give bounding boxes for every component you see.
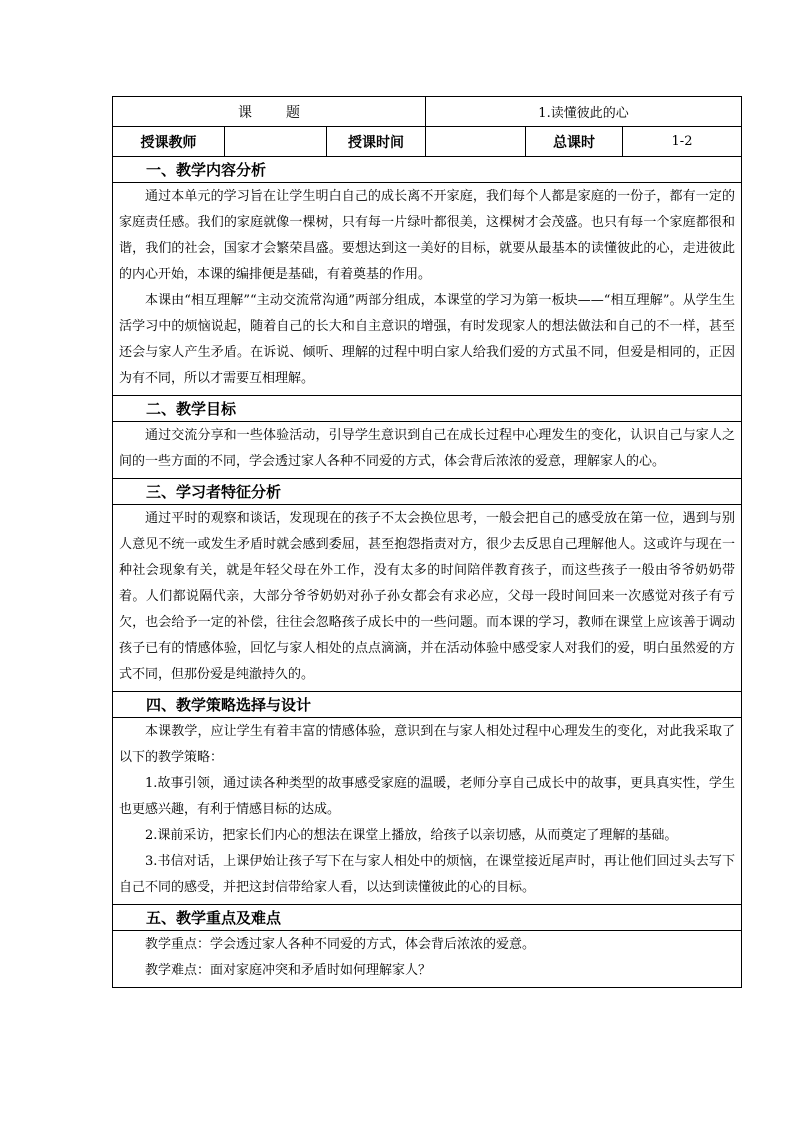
paragraph: 教学难点：面对家庭冲突和矛盾时如何理解家人？ xyxy=(145,963,432,978)
section-heading-row xyxy=(113,157,742,183)
section-body-row xyxy=(113,183,742,396)
paragraph: 本课由“相互理解”“主动交流常沟通”两部分组成，本课堂的学习为第一板块——“相互理解”。从学生生活学习中的烦恼说起，随着自己的长大和自主意识的增强，有时发现家人的想法做法和自己的不一样，甚至还会与家人产生矛盾。在诉说、倾听、理解的过程中明白家人给我们爱的方式虽不同，但爱是相同的，正因为有不同，所以才需要互相理解。 xyxy=(119,293,735,386)
course-label-b: 题 xyxy=(286,104,300,121)
section-heading-content-analysis: 一、教学内容分析 xyxy=(113,157,742,183)
section-heading-teaching-goals: 二、教学目标 xyxy=(113,396,742,422)
paragraph: 教学重点：学会透过家人各种不同爱的方式，体会背后浓浓的爱意。 xyxy=(145,937,536,952)
course-title-row xyxy=(113,97,742,127)
course-title-value: 1.读懂彼此的心 xyxy=(426,97,742,127)
section-body-content-analysis xyxy=(113,183,742,396)
section-heading-row xyxy=(113,396,742,422)
section-body-row xyxy=(113,505,742,692)
total-hours-value: 1-2 xyxy=(623,127,742,157)
time-value xyxy=(426,127,526,157)
teacher-label: 授课教师 xyxy=(113,127,225,157)
section-body-teaching-goals xyxy=(113,422,742,479)
section-heading-row xyxy=(113,692,742,718)
paragraph: 通过交流分享和一些体验活动，引导学生意识到自己在成长过程中心理发生的变化，认识自己与家人之间的一些方面的不同，学会透过家人各种不同爱的方式，体会背后浓浓的爱意，理解家人的心。 xyxy=(119,428,735,469)
paragraph: 通过本单元的学习旨在让学生明白自己的成长离不开家庭，我们每个人都是家庭的一份子，都有一定的家庭责任感。我们的家庭就像一棵树，只有每一片绿叶都很美，这棵树才会茂盛。也只有每一个家庭都很和谐，我们的社会，国家才会繁荣昌盛。要想达到这一美好的目标，就要从最基本的读懂彼此的心，走进彼此的内心开始，本课的编排便是基础，有着奠基的作用。 xyxy=(119,189,735,282)
paragraph: 1.故事引领，通过读各种类型的故事感受家庭的温暖，老师分享自己成长中的故事，更具真实性，学生也更感兴趣，有利于情感目标的达成。 xyxy=(119,776,735,817)
section-heading-key-points: 五、教学重点及难点 xyxy=(113,905,742,931)
paragraph: 2.课前采访，把家长们内心的想法在课堂上播放，给孩子以亲切感，从而奠定了理解的基础。 xyxy=(145,828,678,843)
paragraph: 3.书信对话，上课伊始让孩子写下在与家人相处中的烦恼，在课堂接近尾声时，再让他们回过头去写下自己不同的感受，并把这封信带给家人看，以达到读懂彼此的心的目标。 xyxy=(119,854,735,895)
teacher-value xyxy=(225,127,327,157)
section-heading-row xyxy=(113,479,742,505)
course-title-label xyxy=(113,97,426,127)
paragraph: 通过平时的观察和谈话，发现现在的孩子不太会换位思考，一般会把自己的感受放在第一位，遇到与别人意见不统一或发生矛盾时就会感到委屈，甚至抱怨指责对方，很少去反思自己理解他人。这或许与现在一种社会现象有关，就是年轻父母在外工作，没有太多的时间陪伴教育孩子，而这些孩子一般由爷爷奶奶带着。人们都说隔代亲，大部分爷爷奶奶对孙子孙女都会有求必应，父母一段时间回来一次感觉对孩子有亏欠，也会给予一定的补偿，往往会忽略孩子成长中的一些问题。而本课的学习，教师在课堂上应该善于调动孩子已有的情感体验，回忆与家人相处的点点滴滴，并在活动体验中感受家人对我们的爱，明白虽然爱的方式不同，但那份爱是纯澈持久的。 xyxy=(119,511,735,682)
section-body-learner-analysis xyxy=(113,505,742,692)
section-body-row xyxy=(113,718,742,905)
time-label: 授课时间 xyxy=(327,127,426,157)
section-body-key-points xyxy=(113,931,742,988)
section-heading-learner-analysis: 三、学习者特征分析 xyxy=(113,479,742,505)
course-info-row xyxy=(113,127,742,157)
section-heading-teaching-strategy: 四、教学策略选择与设计 xyxy=(113,692,742,718)
section-heading-row xyxy=(113,905,742,931)
section-body-row xyxy=(113,931,742,988)
section-body-teaching-strategy xyxy=(113,718,742,905)
lesson-plan-table xyxy=(112,96,742,988)
paragraph: 本课教学，应让学生有着丰富的情感体验，意识到在与家人相处过程中心理发生的变化，对此我采取了以下的教学策略： xyxy=(119,724,735,765)
total-hours-label: 总课时 xyxy=(526,127,623,157)
section-body-row xyxy=(113,422,742,479)
course-label-a: 课 xyxy=(238,104,252,121)
